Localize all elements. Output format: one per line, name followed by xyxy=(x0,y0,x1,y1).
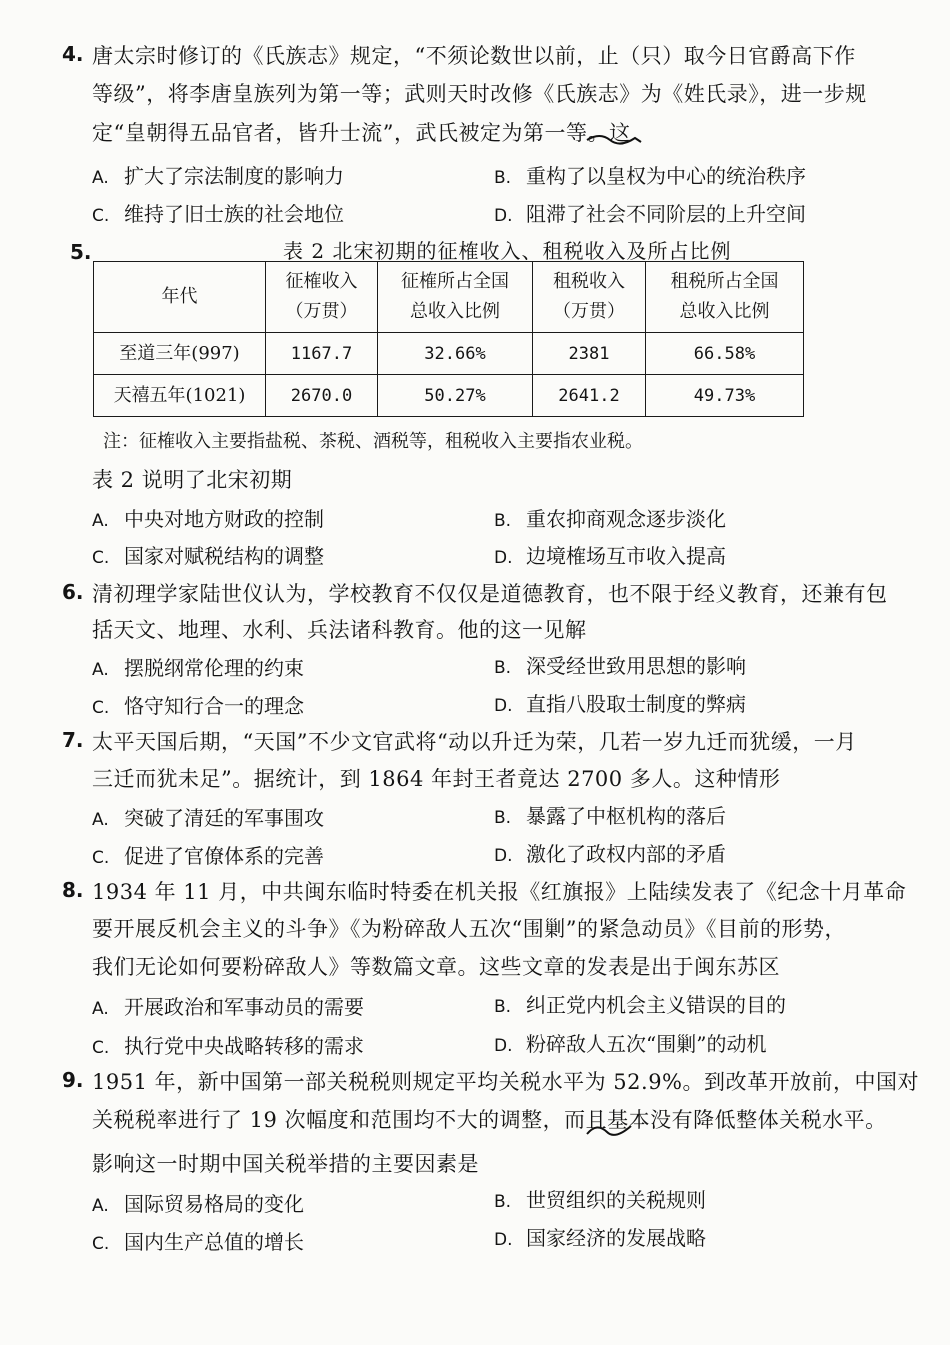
question-number: 7. xyxy=(62,728,84,752)
table-header-cell: 年代 xyxy=(94,262,266,333)
option-a[interactable]: A. 突破了清廷的军事围攻 xyxy=(92,806,324,830)
table-cell: 天禧五年(1021) xyxy=(94,375,266,417)
question-text-line: 要开展反机会主义的斗争》《为粉碎敌人五次“围剿”的紧急动员》《目前的形势， xyxy=(92,917,846,941)
question-text-line: 定“皇朝得五品官者，皆升士流”，武氏被定为第一等。这 xyxy=(92,121,631,145)
option-a[interactable]: A. 中央对地方财政的控制 xyxy=(92,507,324,531)
option-d[interactable]: D. 粉碎敌人五次“围剿”的动机 xyxy=(494,1032,767,1056)
question-text-line: 等级”，将李唐皇族列为第一等；武则天时改修《氏族志》为《姓氏录》，进一步规 xyxy=(92,82,867,106)
question-text-line: 太平天国后期，“天国”不少文官武将“动以升迁为荣，几若一岁九迁而犹缓，一月 xyxy=(92,730,857,754)
question-number: 8. xyxy=(62,878,84,902)
option-d[interactable]: D. 直指八股取士制度的弊病 xyxy=(494,692,746,716)
option-d[interactable]: D. 激化了政权内部的矛盾 xyxy=(494,842,726,866)
table-cell: 2381 xyxy=(533,333,646,375)
option-c[interactable]: C. 执行党中央战略转移的需求 xyxy=(92,1034,364,1058)
table-cell: 1167.7 xyxy=(266,333,378,375)
table-cell: 32.66% xyxy=(378,333,533,375)
table-cell: 2670.0 xyxy=(266,375,378,417)
option-a[interactable]: A. 开展政治和军事动员的需要 xyxy=(92,995,364,1019)
question-text-line: 三迁而犹未足”。据统计，到 1864 年封王者竟达 2700 多人。这种情形 xyxy=(92,767,781,791)
option-a[interactable]: A. 摆脱纲常伦理的约束 xyxy=(92,656,304,680)
option-b[interactable]: B. 暴露了中枢机构的落后 xyxy=(494,804,726,828)
question-text-line: 1951 年，新中国第一部关税税则规定平均关税水平为 52.9%。到改革开放前，中国对 xyxy=(92,1070,920,1094)
option-d[interactable]: D. 国家经济的发展战略 xyxy=(494,1226,706,1250)
question-number: 4. xyxy=(62,42,84,66)
table-note: 注：征榷收入主要指盐税、茶税、酒税等，租税收入主要指农业税。 xyxy=(103,431,643,452)
option-b[interactable]: B. 重构了以皇权为中心的统治秩序 xyxy=(494,164,806,188)
question-text-line: 清初理学家陆世仪认为，学校教育不仅仅是道德教育，也不限于经义教育，还兼有包 xyxy=(92,582,888,606)
table-header-cell: 征榷所占全国 总收入比例 xyxy=(378,262,533,333)
question-text-line: 1934 年 11 月，中共闽东临时特委在机关报《红旗报》上陆续发表了《纪念十月革命 xyxy=(92,880,907,904)
table-cell: 50.27% xyxy=(378,375,533,417)
question-text-line: 唐太宗时修订的《氏族志》规定，“不须论数世以前，止（只）取今日官爵高下作 xyxy=(92,44,856,68)
option-d[interactable]: D. 阻滞了社会不同阶层的上升空间 xyxy=(494,202,806,226)
table-header-cell: 租税收入 （万贯） xyxy=(533,262,646,333)
option-b[interactable]: B. 重农抑商观念逐步淡化 xyxy=(494,507,726,531)
question-text-line: 表 2 说明了北宋初期 xyxy=(92,468,293,492)
question-number: 9. xyxy=(62,1068,84,1092)
option-b[interactable]: B. 深受经世致用思想的影响 xyxy=(494,654,746,678)
option-c[interactable]: C. 恪守知行合一的理念 xyxy=(92,694,304,718)
option-c[interactable]: C. 促进了官僚体系的完善 xyxy=(92,844,324,868)
question-number: 5. xyxy=(70,240,92,264)
option-c[interactable]: C. 国内生产总值的增长 xyxy=(92,1230,304,1254)
option-c[interactable]: C. 国家对赋税结构的调整 xyxy=(92,544,324,568)
question-number: 6. xyxy=(62,580,84,604)
option-b[interactable]: B. 世贸组织的关税规则 xyxy=(494,1188,706,1212)
table-cell: 至道三年(997) xyxy=(94,333,266,375)
option-d[interactable]: D. 边境榷场互市收入提高 xyxy=(494,544,726,568)
table-header-cell: 征榷收入 （万贯） xyxy=(266,262,378,333)
option-c[interactable]: C. 维持了旧士族的社会地位 xyxy=(92,202,344,226)
option-a[interactable]: A. 国际贸易格局的变化 xyxy=(92,1192,304,1216)
handwritten-mark-icon xyxy=(585,128,645,148)
question-text-line: 影响这一时期中国关税举措的主要因素是 xyxy=(92,1152,479,1176)
table-header-row xyxy=(94,262,804,333)
table-cell: 66.58% xyxy=(646,333,804,375)
question-text-line: 括天文、地理、水利、兵法诸科教育。他的这一见解 xyxy=(92,618,587,642)
table-header-cell: 租税所占全国 总收入比例 xyxy=(646,262,804,333)
table-cell: 2641.2 xyxy=(533,375,646,417)
option-a[interactable]: A. 扩大了宗法制度的影响力 xyxy=(92,164,344,188)
handwritten-mark-icon xyxy=(585,1120,635,1142)
option-b[interactable]: B. 纠正党内机会主义错误的目的 xyxy=(494,993,786,1017)
question-text-line: 关税税率进行了 19 次幅度和范围均不大的调整，而且基本没有降低整体关税水平。 xyxy=(92,1108,887,1132)
data-table xyxy=(93,261,804,417)
table-title: 表 2 北宋初期的征榷收入、租税收入及所占比例 xyxy=(283,239,732,263)
table-row xyxy=(94,375,804,417)
table-cell: 49.73% xyxy=(646,375,804,417)
question-text-line: 我们无论如何要粉碎敌人》等数篇文章。这些文章的发表是出于闽东苏区 xyxy=(92,955,780,979)
table-row xyxy=(94,333,804,375)
